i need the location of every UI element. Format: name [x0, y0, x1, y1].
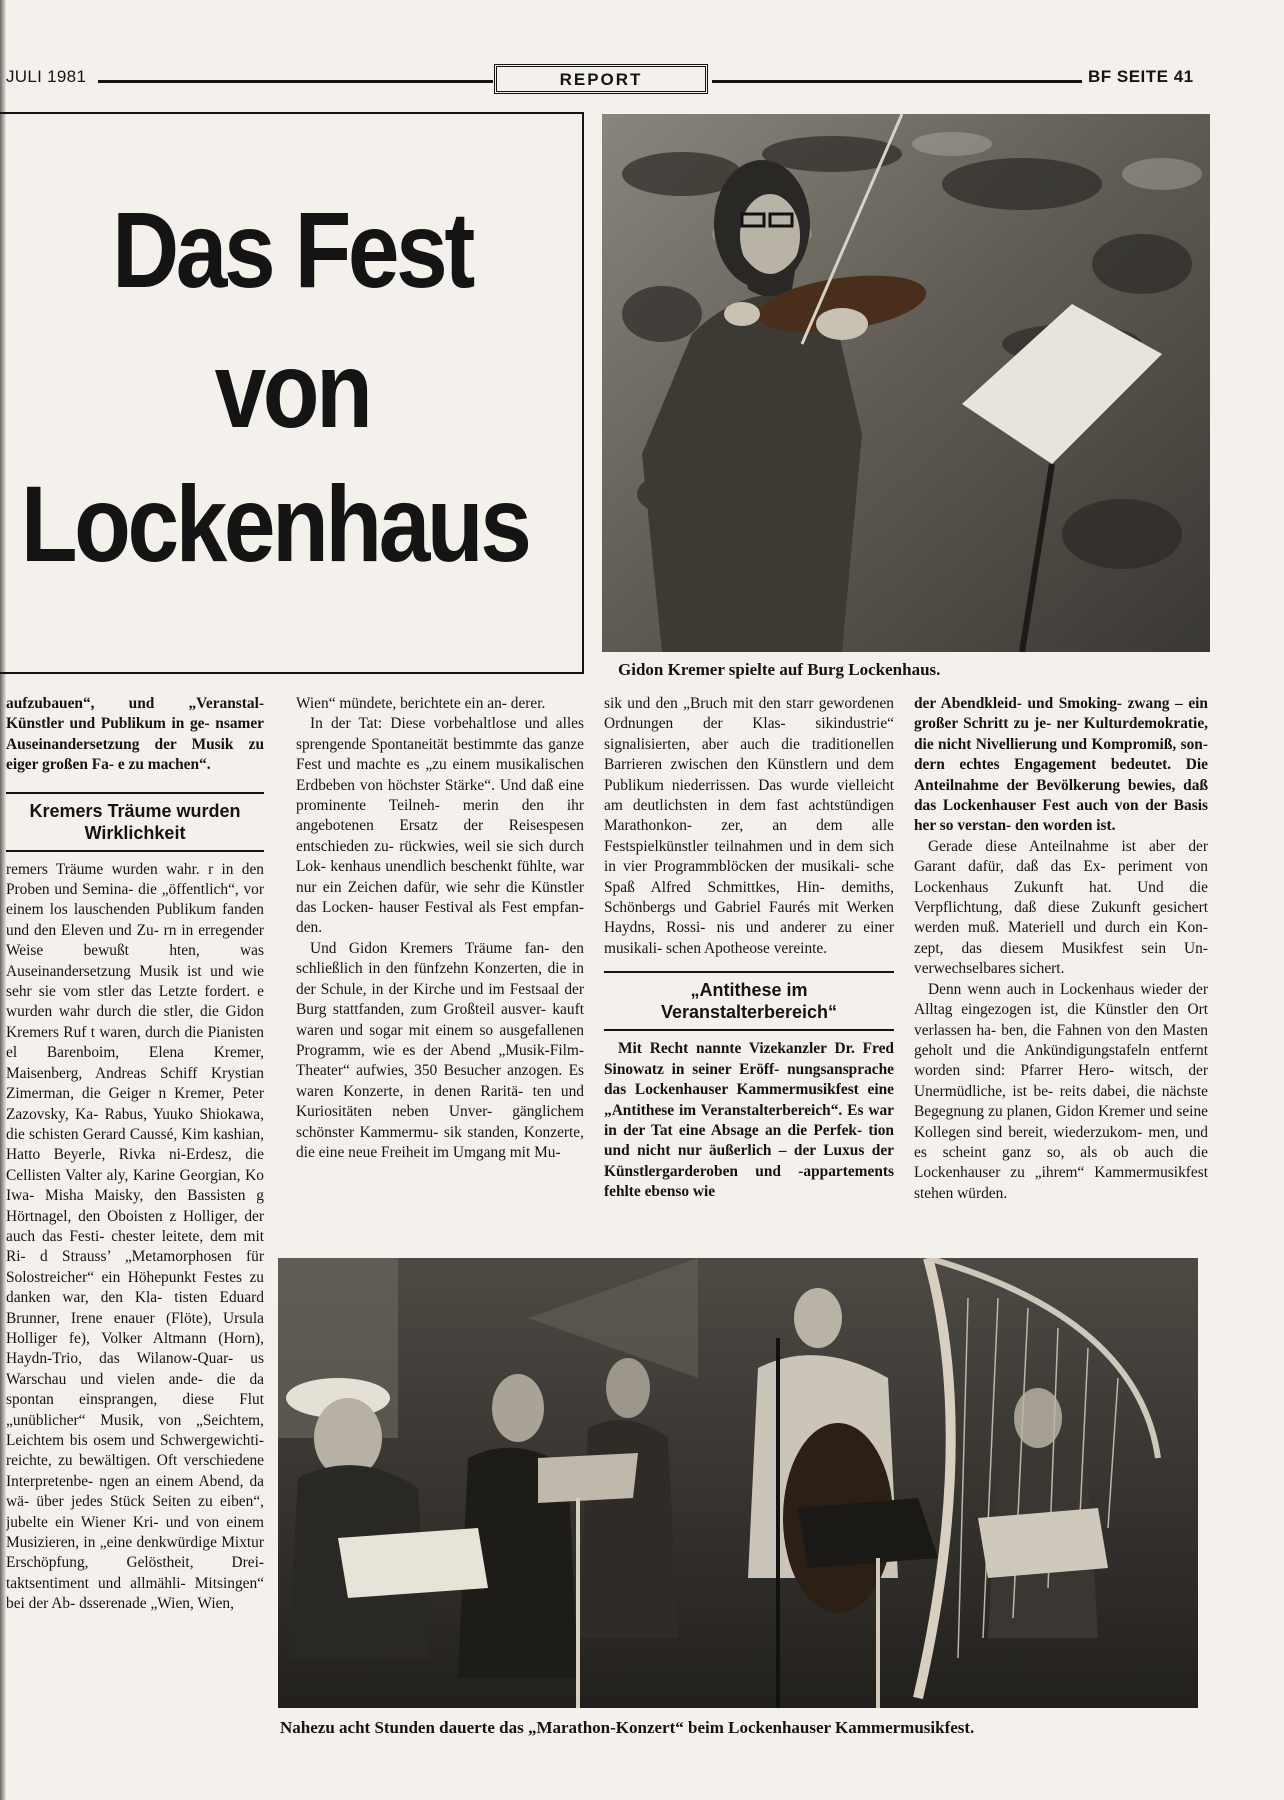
column-1-body: remers Träume wurden wahr. r in den Proben und Semina- die „öffentlich“, vor einem los lauschenden Publikum fanden und den Eleven und Zu- rn in erregender Weise bewußt hten, was Auseinandersetzung Musik ist und wie sehr sie vom stler das Letzte fordert. e wurden wahr durch die stler, die Gidon Kremers Ruf t waren, durch die Pianisten el Barenboim, Elena Kremer, Maisenberg, Andreas Schiff Krystian Zimerman, die Geiger n Kremer, Peter Zazovsky, Ka- Rabus, Yuuko Shiokawa, die schisten Gerard Caussé, Kim kashian, Hatto Beyerle, Rivka ni-Erdesz, die Cellisten Valter aly, Karine Georgian, Ko Iwa- Misha Maisky, den Bassisten g Hörtnagel, den Oboisten z Holliger, der auch das Festi- chester leitete, dem mit Ri- d Strauss’ „Metamorphosen für Solostreicher“ ein Höhepunkt Festes zu danken war, den Kla- tisten Eduard Brunner, Irene enauer (Flöte), Ursula Holliger fe), Volker Altmann (Horn), Haydn-Trio, das Wilanow-Quar- us Warschau und vielen ande- die da spontan einsprangen, diese Flut „unüblicher“ Musik, von „Seichtem, Leichtem bis osem und Schwergewichti- reichte, zu bewältigen. Oft verschiedene Interpretenbe- ngen an einem Abend, da wä- über jedes Stück Seiten zu eiben“, jubelte ein Wiener Kri- und von einem Musizieren, in „eine denkwürdige Mixtur Erschöpfung, Gelöstheit, Drei- taktsentiment und allmähli- Mitsingen“ bei der Ab- dsserenade „Wien, Wien,	[6, 860, 264, 1613]
issue-date: JULI 1981	[6, 67, 87, 86]
column-1-intro: aufzubauen“, und „Veranstal- Künstler und Publikum in ge- nsamer Auseinandersetzung der Musik zu eiger großen Fa- e zu machen“.	[6, 695, 264, 774]
section-label-box	[494, 64, 708, 94]
page-number: BF SEITE 41	[1088, 67, 1194, 86]
top-photo-caption: Gidon Kremer spielte auf Burg Lockenhaus.	[618, 660, 941, 679]
column-3-paragraph-1: sik und den „Bruch mit den starr gewordenen Ordnungen der Klas- sikindustrie“ signalisierten, aber auch die traditionellen Barrieren zwischen den Künstlern und dem Publikum niederrissen. Das wurde vielleicht am deutlichsten in dem fast achtstündigen Marathonkon- zer, an dem alle Festspielkünstler teilnahmen und in dem sich in vier Programmblöcken der musikali- sche Spaß Alfred Schmittkes, Hin- demiths, Schönbergs und Gabriel Faurés mit Werken Haydns, Rossi- nis und anderer zu einer musikali- schen Apotheose vereinte.	[604, 695, 894, 957]
header-rule-right	[712, 80, 1082, 83]
ensemble-photo	[278, 1258, 1198, 1708]
headline-line-3: Lockenhaus	[20, 463, 529, 584]
column-2-paragraph-1: Wien“ mündete, berichtete ein an- derer.	[296, 695, 546, 712]
article-column-3	[604, 694, 894, 1244]
page-header	[0, 64, 1284, 94]
column-4-paragraph-2: Gerade diese Anteilnahme ist aber der Garant dafür, daß das Ex- periment von Lockenhaus Zukunft hat. Und die Verpflichtung, daß diese Zukunft gesichert werden muß. Materiell und durch ein Kon- zept, das diesem Musikfest sein Un- verwechselbares sichert.	[914, 837, 1208, 978]
column-2-paragraph-2: In der Tat: Diese vorbehaltlose und alles sprengende Spontaneität bestimmte das ganze Fest und machte es „zu einem musikalischen Erdbeben von höchster Stärke“. Und daß eine prominente Teilneh- merin den ihr angebotenen Ersatz der Reisespesen entschieden zu- rückwies, weil sie sich durch Lok- kenhaus unendlich beschenkt fühlte, war nur ein Zeichen dafür, wie sehr die Künstler das Locken- hauser Festival als Fest empfan- den.	[296, 715, 584, 937]
article-column-1	[6, 694, 264, 1724]
column-2-paragraph-3: Und Gidon Kremers Träume fan- den schließlich in den fünfzehn Konzerten, die in der Schule, in der Kirche und im Festsaal der Burg stattfanden, zum Großteil ausver- kauft waren und sogar mit einem so ausgefallenen Programm, wie es der Abend „Musik-Film-Theater“ aufwies, 350 Besucher anzogen. Es waren Konzerte, in denen Raritä- ten und Kuriositäten neben Unver- gänglichem schönster Kammermu- sik standen, Konzerte, die eine neue Freiheit im Umgang mit Mu-	[296, 939, 584, 1161]
bottom-photo-caption: Nahezu acht Stunden dauerte das „Marathon-Konzert“ beim Lockenhauser Kammermusikfest.	[280, 1718, 975, 1737]
headline-line-2: von	[214, 329, 370, 450]
subhead-rule	[6, 792, 264, 794]
subhead-rule	[604, 971, 894, 973]
subhead-kremers-traeume: Kremers Träume wurden Wirklichkeit	[29, 800, 241, 843]
column-3-paragraph-2: Mit Recht nannte Vizekanzler Dr. Fred Sinowatz in seiner Eröff- nungsansprache das Lockenhauser Kammermusikfest eine „Antithese im Veranstalterbereich“. Es war in der Tat eine Absage an die Perfek- tion und nicht nur äußerlich – der Luxus der Künstlergarderoben und -appartements fehlte ebenso wie	[604, 1040, 894, 1201]
column-4-paragraph-1: der Abendkleid- und Smoking- zwang – ein großer Schritt zu je- ner Kulturdemokratie, die nicht Nivellierung und Kompromiß, son- dern echtes Engagement bedeutet. Die Anteilnahme der Bevölkerung bewies, daß das Lockenhauser Fest auch von der Basis her so verstan- den worden ist.	[914, 695, 1208, 835]
column-4-paragraph-3: Denn wenn auch in Lockenhaus wieder der Alltag eingezogen ist, die Künstler den Ort verlassen ha- ben, die Fahnen von den Masten geholt und die Ankündigungstafeln entfernt worden sind: Pfarrer Hero- witsch, der Unermüdliche, ist be- reits dabei, die nächste Begegnung zu planen, Gidon Kremer und seine Kollegen sind bereit, wiederzukom- men, und es scheint ganz so, als ob auch die Lockenhauser zu „ihrem“ Kammermusikfest stehen würden.	[914, 980, 1208, 1202]
subhead-antithese: „Antithese im Veranstalterbereich“	[660, 980, 838, 1023]
article-column-2	[296, 694, 584, 1244]
violinist-photo	[602, 114, 1210, 652]
header-rule-left	[98, 80, 493, 83]
section-label: REPORT	[559, 70, 643, 89]
headline-line-1: Das Fest	[112, 189, 472, 310]
article-column-4	[914, 694, 1208, 1244]
